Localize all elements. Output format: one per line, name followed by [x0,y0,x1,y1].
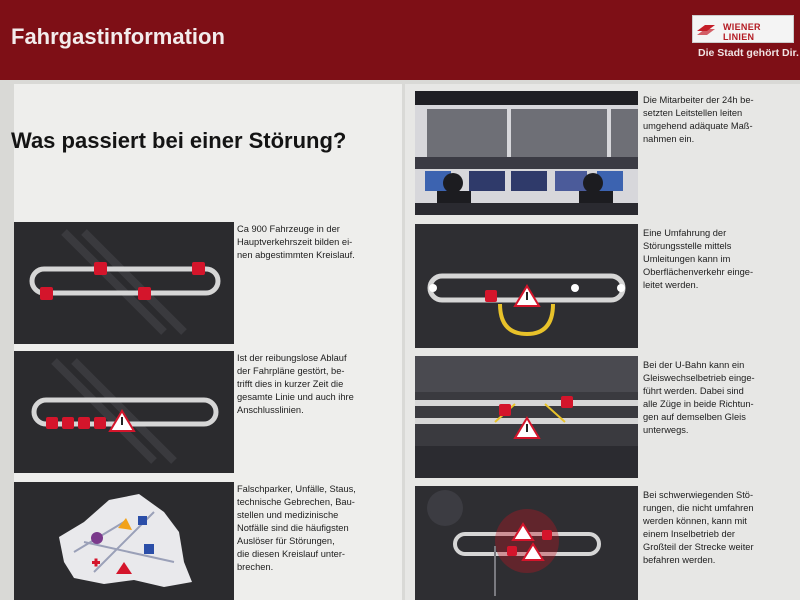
caption-4: Die Mitarbeiter der 24h be- setzten Leitstellen leiten umgehend adäquate Maß- nahmen ein. [643,95,754,144]
caption-6: Bei der U-Bahn kann ein Gleiswechselbetrieb einge- führt werden. Dabei sind alle Züge in beide Richtun- gen auf demselben Gleis unterwegs. [643,360,755,435]
caption-7: Bei schwerwiegenden Stö- rungen, die nicht umfahren werden können, kann mit einem Inselbetrieb der Großteil der Strecke weiter befahren werden. [643,490,754,565]
slogan: Die Stadt gehört Dir. [698,47,799,59]
caption-3: Falschparker, Unfälle, Staus, technische Gebrechen, Bau- stellen und medizinische Notfälle sind die häufigsten Auslöser für Störungen, die diesen Kreislauf unter- brechen. [237,484,356,572]
illustration-circulation [14,222,234,344]
logo-text: WIENER LINIEN [723,22,761,42]
page-title: Fahrgastinformation [11,24,225,49]
illustration-control-center [415,91,638,215]
wiener-linien-logo [692,15,794,43]
caption-5: Eine Umfahrung der Störungsstelle mittels Umleitungen kann im Oberflächenverkehr einge- leitet werden. [643,228,754,290]
section-headline: Was passiert bei einer Störung? [11,128,347,153]
caption-2: Ist der reibungslose Ablauf der Fahrpläne gestört, be- trifft dies in kurzer Zeit die gesamte Linie und auch ihre Anschlusslinien. [237,353,354,415]
logo-mark-icon [693,16,719,42]
illustration-city-map [14,482,234,600]
illustration-island-operation [415,486,638,600]
illustration-detour [415,224,638,348]
illustration-disruption [14,351,234,473]
header-bar [0,0,800,80]
caption-1: Ca 900 Fahrzeuge in der Hauptverkehrszeit bilden ei- nen abgestimmten Kreislauf. [237,224,355,260]
illustration-single-track [415,356,638,478]
